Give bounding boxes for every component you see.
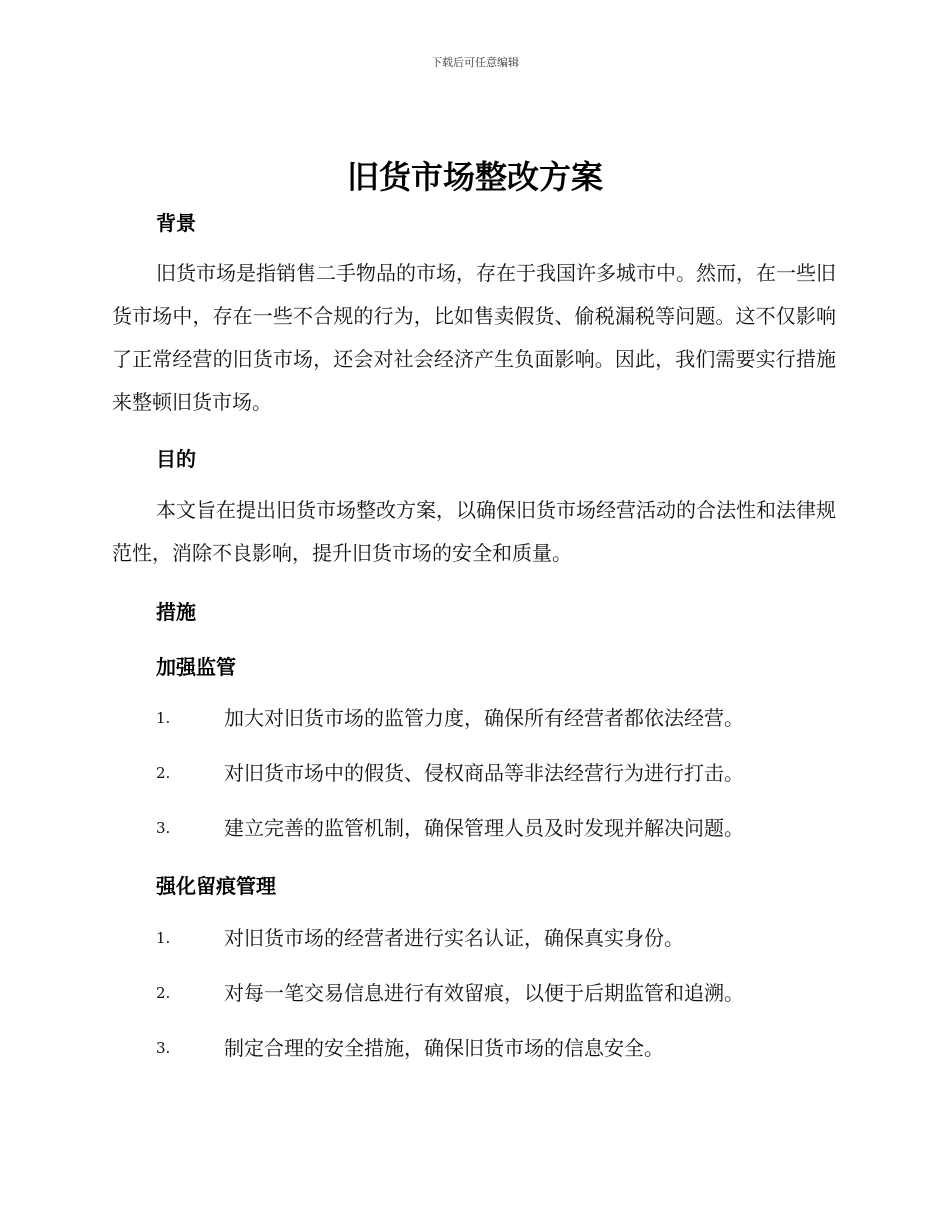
list-item-number: 2. — [156, 764, 171, 782]
list-item — [156, 813, 836, 843]
list-item-text: 对旧货市场的经营者进行实名认证，确保真实身份。 — [224, 926, 684, 950]
list-item-text: 对每一笔交易信息进行有效留痕，以便于后期监管和追溯。 — [224, 981, 744, 1005]
list-item — [156, 978, 836, 1008]
list-item-text: 制定合理的安全措施，确保旧货市场的信息安全。 — [224, 1036, 664, 1060]
list-item-text: 对旧货市场中的假货、侵权商品等非法经营行为进行打击。 — [224, 761, 744, 785]
list-item — [156, 923, 836, 953]
list-item — [156, 1033, 836, 1063]
list-item — [156, 703, 836, 733]
list-item-number: 1. — [156, 929, 171, 947]
section-heading-purpose: 目的 — [156, 447, 196, 471]
list-item-text: 加大对旧货市场的监管力度，确保所有经营者都依法经营。 — [224, 706, 744, 730]
section-heading-background: 背景 — [156, 211, 196, 235]
purpose-paragraph: 本文旨在提出旧货市场整改方案，以确保旧货市场经营活动的合法性和法律规范性，消除不良影响，提升旧货市场的安全和质量。 — [112, 498, 836, 565]
list-item-text: 建立完善的监管机制，确保管理人员及时发现并解决问题。 — [224, 816, 744, 840]
list-item-number: 3. — [156, 819, 171, 837]
list-item-number: 1. — [156, 709, 171, 727]
section-heading-measures: 措施 — [156, 600, 196, 624]
list-item-number: 3. — [156, 1039, 171, 1057]
subsection-heading-supervision: 加强监管 — [156, 655, 236, 679]
list-item-number: 2. — [156, 984, 171, 1002]
subsection-heading-traceability: 强化留痕管理 — [156, 874, 276, 898]
list-item — [156, 758, 836, 788]
background-paragraph: 旧货市场是指销售二手物品的市场，存在于我国许多城市中。然而，在一些旧货市场中，存在一些不合规的行为，比如售卖假货、偷税漏税等问题。这不仅影响了正常经营的旧货市场，还会对社会经济产生负面影响。因此，我们需要实行措施来整顿旧货市场。 — [112, 261, 836, 414]
page-header-note: 下载后可任意编辑 — [431, 56, 519, 69]
document-title: 旧货市场整改方案 — [346, 158, 603, 196]
